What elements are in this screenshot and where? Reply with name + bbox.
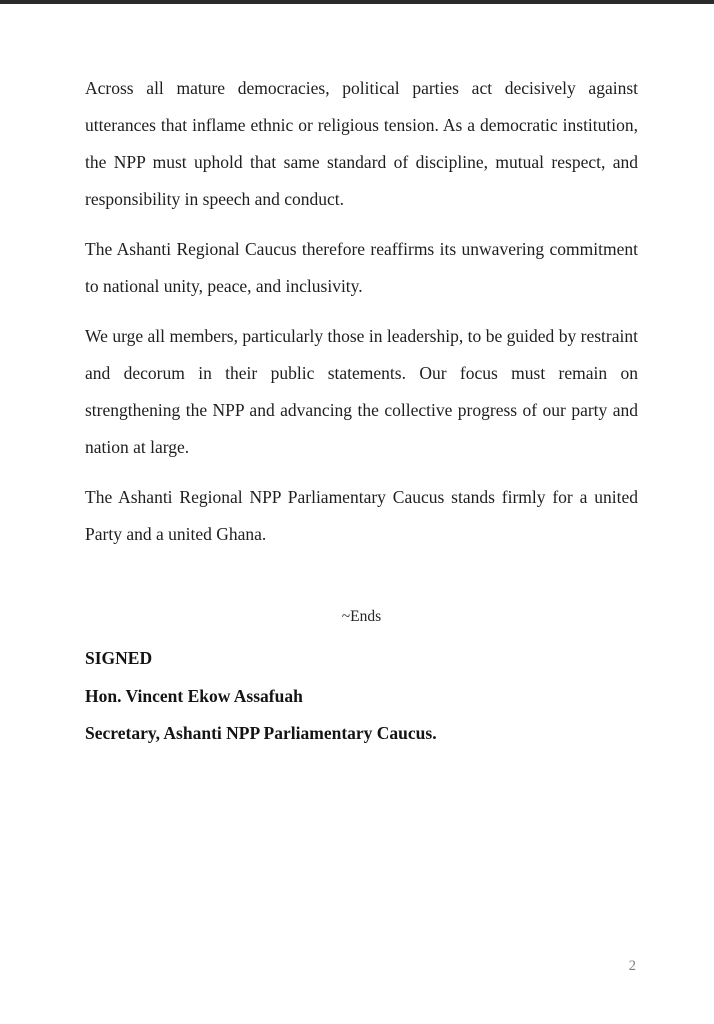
signature-block — [85, 640, 638, 753]
top-edge-bar — [0, 0, 714, 4]
page-number: 2 — [628, 958, 636, 974]
body-paragraph-1: Across all mature democracies, political parties act decisively against utterances that inflame ethnic or religious tension. As a democratic institution, the NPP must uphold that same standard of discipline, mutual respect, and responsibility in speech and conduct. — [85, 78, 638, 209]
signed-label: SIGNED — [85, 648, 153, 668]
signatory-title: Secretary, Ashanti NPP Parliamentary Caucus. — [85, 723, 437, 743]
document-page — [85, 70, 638, 753]
body-paragraph-4: The Ashanti Regional NPP Parliamentary Caucus stands firmly for a united Party and a united Ghana. — [85, 487, 638, 544]
signatory-name: Hon. Vincent Ekow Assafuah — [85, 685, 303, 706]
body-paragraph-2: The Ashanti Regional Caucus therefore reaffirms its unwavering commitment to national unity, peace, and inclusivity. — [85, 239, 638, 296]
ends-marker: ~Ends — [341, 608, 382, 625]
body-paragraph-3: We urge all members, particularly those in leadership, to be guided by restraint and decorum in their public statements. Our focus must remain on strengthening the NPP and advancing the collective progress of our party and nation at large. — [85, 326, 638, 457]
